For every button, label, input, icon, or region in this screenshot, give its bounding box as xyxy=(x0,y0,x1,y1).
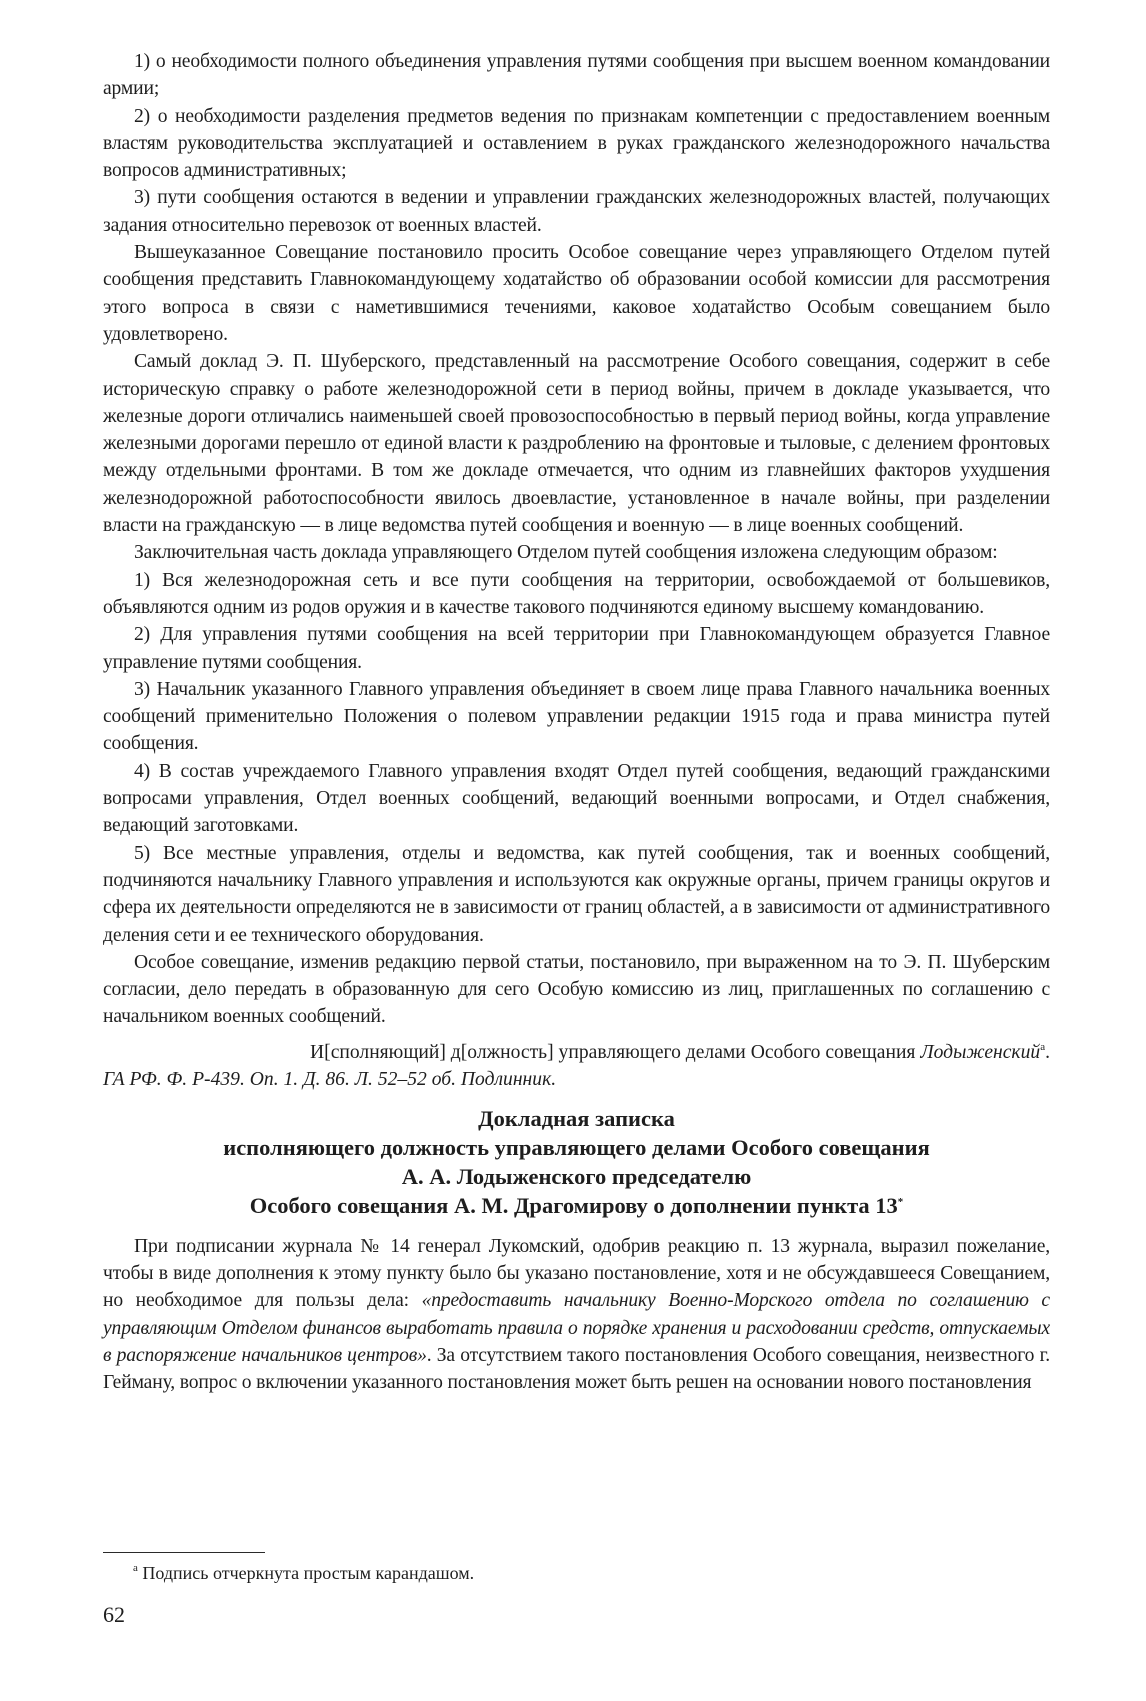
paragraph-item-2: 2) о необходимости разделения предметов ведения по признакам компетенции с предоставлением военным властям руководительства эксплуатацией и оставлением в руках гражданского железнодорожного начальства вопросов административных; xyxy=(103,105,1050,182)
archive-reference: ГА РФ. Ф. Р-439. Оп. 1. Д. 86. Л. 52–52 об. Подлинник. xyxy=(103,1068,557,1090)
memo-quote: «предоставить начальнику Военно-Морского отдела по соглашению с управляющим Отделом финансов выработать правила о порядке хранения и расходовании средств, отпускаемых в распоряжение начальников центров» xyxy=(103,1290,1050,1366)
paragraph-conclusion-2: 2) Для управления путями сообщения на всей территории при Главнокомандующем образуется Главное управление путями сообщения. xyxy=(103,624,1050,673)
footnote-marker: а xyxy=(1040,1040,1046,1053)
paragraph-conclusion-1: 1) Вся железнодорожная сеть и все пути сообщения на территории, освобождаемой от большевиков, объявляются одним из родов оружия и в качестве такового подчиняются единому высшему командованию. xyxy=(103,569,1050,618)
heading-line-2: исполняющего должность управляющего делами Особого совещания xyxy=(223,1134,930,1160)
paragraph-final-decision: Особое совещание, изменив редакцию первой статьи, постановило, при выраженном на то Э. П. Шуберским согласии, дело передать в образованную для сего Особую комиссию из лиц, приглашенных по соглашению с начальником военных сообщений. xyxy=(103,951,1050,1028)
paragraph-item-3: 3) пути сообщения остаются в ведении и управлении гражданских железнодорожных властей, получающих задания относительно перевозок от военных властей. xyxy=(103,187,1050,236)
signature-line: И[сполняющий] д[олжность] управляющего делами Особого совещания Лодыженский$^а$. xyxy=(310,1040,1050,1063)
signature-name: Лодыженский xyxy=(920,1041,1041,1063)
heading-footnote-marker: * xyxy=(897,1195,904,1208)
heading-line-1: Докладная записка xyxy=(478,1105,675,1131)
paragraph-shubersky-report: Самый доклад Э. П. Шуберского, представленный на рассмотрение Особого совещания, содержит в себе историческую справку о работе железнодорожной сети в период войны, причем в докладе указывается, что железные дороги отличались наименьшей своей провозоспособностью в первый период войны, когда управление железными дорогами перешло от единой власти к раздроблению на фронтовые и тыловые, с делением фронтовых между отдельными фронтами. В том же докладе отмечается, что одним из главнейших факторов ухудшения железнодорожной работоспособности явилось двоевластие, установленное в начале войны, при разделении власти на гражданскую — в лице ведомства путей сообщения и военную — в лице военных сообщений. xyxy=(103,351,1050,537)
footnote-mark: а xyxy=(133,1562,138,1574)
paragraph-conclusion-intro: Заключительная часть доклада управляющего Отделом путей сообщения изложена следующим образом: xyxy=(134,542,998,564)
heading-line-3: А. А. Лодыженского председателю xyxy=(401,1163,752,1189)
footnote-divider xyxy=(103,1552,265,1553)
paragraph-meeting-decision: Вышеуказанное Совещание постановило просить Особое совещание через управляющего Отделом путей сообщения представить Главнокомандующему ходатайство об образовании особой комиссии для рассмотрения этого вопроса в связи с наметившимися течениями, каковое ходатайство Особым совещанием было удовлетворено. xyxy=(103,242,1050,345)
paragraph-item-1: 1) о необходимости полного объединения управления путями сообщения при высшем военном командовании армии; xyxy=(103,51,1050,100)
memo-text-after: . За отсутствием такого постановления Особого совещания, неизвестного г. Гейману, вопрос о включении указанного постановления может быть решен на основании нового постановления xyxy=(103,1344,1050,1394)
paragraph-conclusion-5: 5) Все местные управления, отделы и ведомства, как путей сообщения, так и военных сообщений, подчиняются начальнику Главного управления и используются как окружные органы, причем границы округов и сфера их деятельности определяются не в зависимости от границ областей, а в зависимости от административного деления сети и ее технического оборудования. xyxy=(103,842,1050,946)
heading-line-4: Особого совещания А. М. Драгомирову о дополнении пункта 13* xyxy=(249,1192,904,1218)
paragraph-conclusion-3: 3) Начальник указанного Главного управления объединяет в своем лице права Главного начальника военных сообщений применительно Положения о полевом управлении редакции 1915 года и права министра путей сообщения. xyxy=(103,678,1050,755)
document-heading xyxy=(103,1104,1050,1220)
page-number: 62 xyxy=(103,1602,125,1627)
page-body xyxy=(103,48,1050,1396)
paragraph-conclusion-4: 4) В состав учреждаемого Главного управления входят Отдел путей сообщения, ведающий гражданскими вопросами управления, Отдел военных сообщений, ведающий военными вопросами, и Отдел снабжения, ведающий заготовками. xyxy=(103,760,1050,837)
memo-text-before: При подписании журнала № 14 генерал Лукомский, одобрив реакцию п. 13 журнала, выразил пожелание, чтобы в виде дополнения к этому пункту было бы указано постановление, хотя и не обсуждавшееся Совещанием, но необходимое для пользы дела: xyxy=(103,1235,1050,1312)
footnote xyxy=(133,1561,474,1585)
memo-paragraph xyxy=(103,1233,1050,1397)
footnote-text: Подпись отчеркнута простым карандашом. xyxy=(137,1563,475,1583)
signature-title: И[сполняющий] д[олжность] управляющего делами Особого совещания xyxy=(310,1041,916,1063)
